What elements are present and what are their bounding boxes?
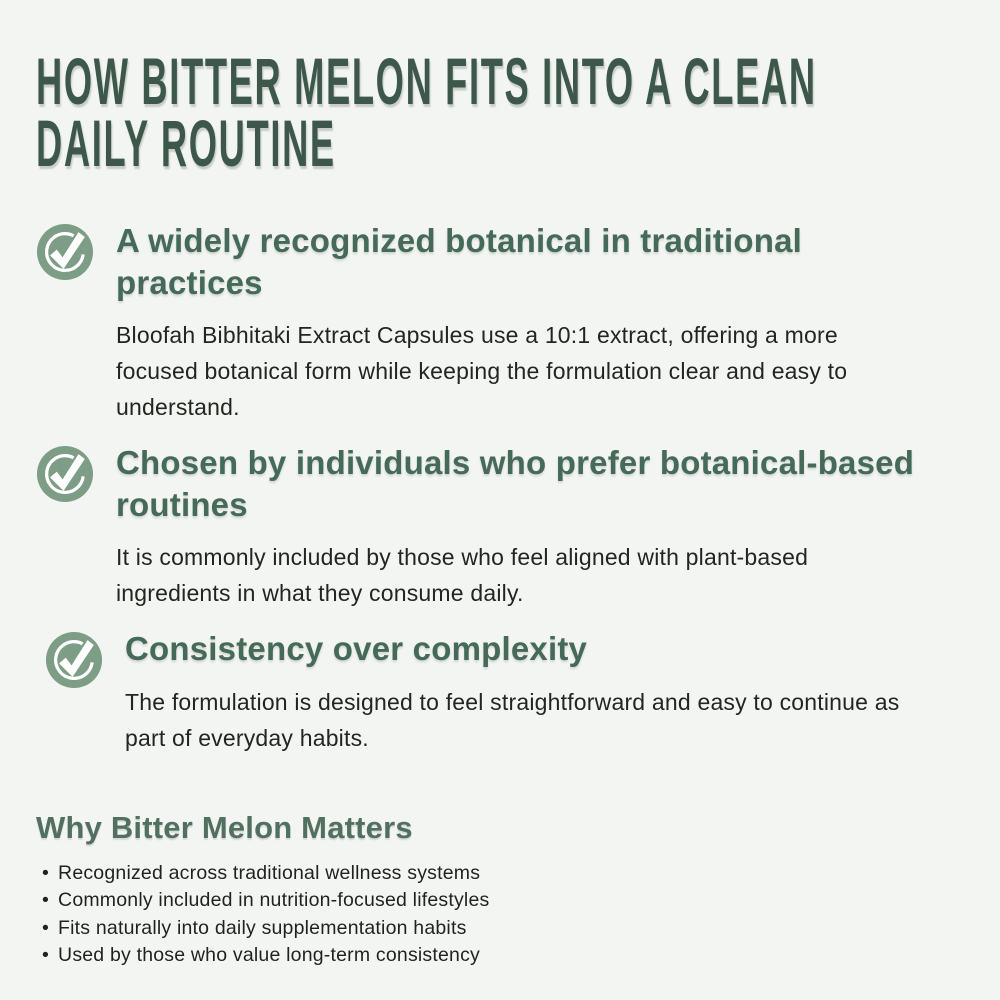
check-circle-icon: [36, 223, 94, 281]
bullet-text: Fits naturally into daily supplementation habits: [58, 916, 467, 939]
benefit-item-consistency: [45, 628, 960, 756]
bullet-text: Commonly included in nutrition-focused lifestyles: [58, 889, 490, 912]
bullet-dot: •: [42, 916, 50, 939]
benefit-content: [125, 628, 933, 756]
page-title-line-2: DAILY ROUTINE: [36, 106, 336, 180]
benefit-item-botanical-routines: [36, 442, 960, 611]
benefit-content: [116, 442, 924, 611]
benefit-item-traditional: [36, 220, 960, 425]
check-circle-icon: [45, 631, 103, 689]
benefit-body: It is commonly included by those who feel aligned with plant-based ingredients in what they consume daily.: [116, 544, 809, 607]
benefit-heading: A widely recognized botanical in traditional practices: [116, 222, 803, 301]
benefit-heading: Consistency over complexity: [125, 630, 588, 668]
bullet-text: Recognized across traditional wellness systems: [58, 861, 481, 884]
check-circle-icon: [36, 445, 94, 503]
page-title: [36, 44, 971, 180]
benefit-heading: Chosen by individuals who prefer botanical-based routines: [116, 444, 915, 523]
why-section: [36, 810, 960, 970]
bullet-item: [42, 915, 960, 943]
page-title-line-1: HOW BITTER MELON FITS INTO A CLEAN: [36, 44, 817, 118]
bullet-item: [42, 942, 960, 970]
bullet-item: [42, 887, 960, 915]
benefit-body: Bloofah Bibhitaki Extract Capsules use a 10:1 extract, offering a more focused botanical form while keeping the formulation clear and easy to understand.: [116, 322, 848, 421]
why-bullet-list: [36, 860, 960, 970]
benefit-body: The formulation is designed to feel straightforward and easy to continue as part of everyday habits.: [125, 688, 900, 751]
why-section-heading: Why Bitter Melon Matters: [36, 809, 413, 845]
bullet-dot: •: [42, 861, 50, 884]
bullet-text: Used by those who value long-term consistency: [58, 944, 480, 967]
bullet-dot: •: [42, 944, 50, 967]
benefit-content: [116, 220, 924, 425]
bullet-item: [42, 860, 960, 888]
bullet-dot: •: [42, 889, 50, 912]
